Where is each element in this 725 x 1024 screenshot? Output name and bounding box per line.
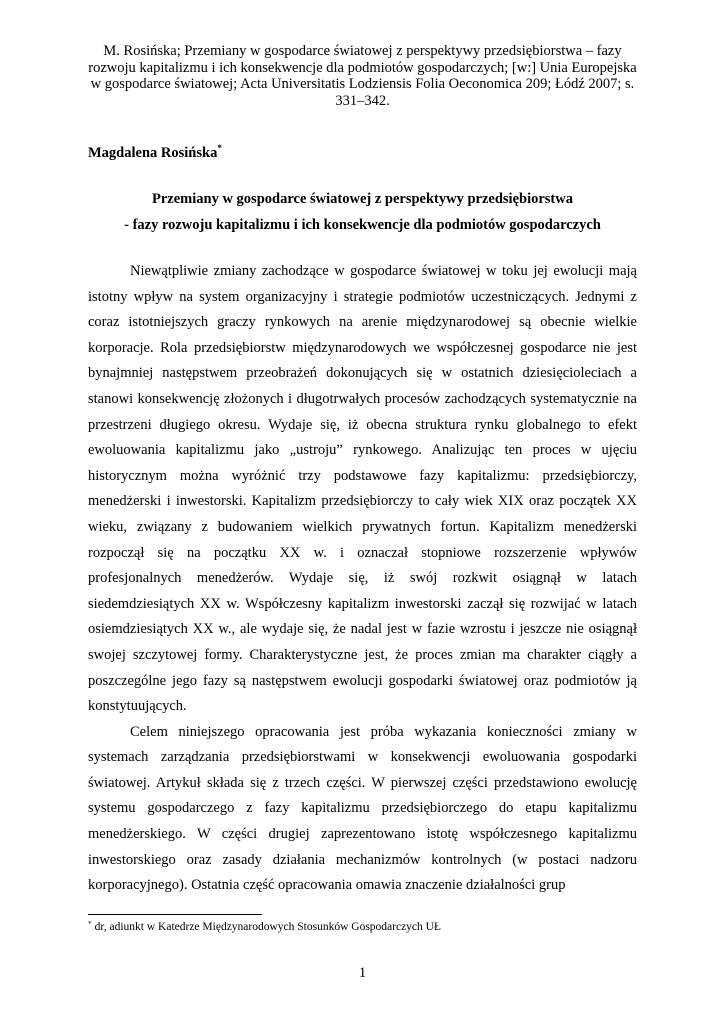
author-name-text: Magdalena Rosińska	[88, 145, 218, 161]
author-footnote-mark: *	[217, 143, 222, 153]
footnote-mark: *	[88, 919, 92, 928]
article-title	[88, 186, 637, 238]
citation-header: M. Rosińska; Przemiany w gospodarce światowej z perspektywy przedsiębiorstwa – fazy rozwoju kapitalizmu i ich konsekwencje dla podmiotów gospodarczych; [w:] Unia Europejska w gospodarce światowej; Acta Universitatis Lodziensis Folia Oeconomica 209; Łódź 2007; s. 331–342.	[88, 43, 637, 109]
footnote-divider	[88, 914, 262, 915]
body-text	[88, 259, 637, 899]
footnote-text: dr, adiunkt w Katedrze Międzynarodowych Stosunków Gospodarczych UŁ	[91, 921, 441, 933]
title-line-1: Przemiany w gospodarce światowej z perspektywy przedsiębiorstwa	[152, 191, 573, 207]
author-name	[88, 145, 222, 162]
page-number: 1	[358, 965, 367, 981]
paragraph: Niewątpliwie zmiany zachodzące w gospodarce światowej w toku jej ewolucji mają istotny wpływ na system organizacyjny i strategie podmiotów uczestniczących. Jednymi z coraz istotniejszych graczy rynkowych na arenie międzynarodowej są obecnie wielkie korporacje. Rola przedsiębiorstw międzynarodowych we współczesnej gospodarce nie jest bynajmniej następstwem przeobrażeń dokonujących się w ostatnich dziesięcioleciach a stanowi konsekwencję złożonych i długotrwałych procesów zachodzących systematycznie na przestrzeni długiego okresu. Wydaje się, iż obecna struktura rynku globalnego to efekt ewoluowania kapitalizmu jako „ustroju” rynkowego. Analizując ten proces w ujęciu historycznym można wyróżnić trzy podstawowe fazy kapitalizmu: przedsiębiorczy, menedżerski i inwestorski. Kapitalizm przedsiębiorczy to cały wiek XIX oraz początek XX wieku, związany z budowaniem wielkich prywatnych fortun. Kapitalizm menedżerski rozpoczął się na początku XX w. i oznaczał stopniowe rozszerzenie wpływów profesjonalnych menedżerów. Wydaje się, iż swój rozkwit osiągnął w latach siedemdziesiątych XX w. Współczesny kapitalizm inwestorski zaczął się rozwijać w latach osiemdziesiątych XX w., ale wydaje się, że nadal jest w fazie wzrostu i jeszcze nie osiągnął swojej szczytowej formy. Charakterystyczne jest, że proces zmian ma charakter ciągły a poszczególne jego fazy są następstwem ewolucji gospodarki światowej oraz podmiotów ją konstytuujących.	[88, 263, 637, 715]
paragraph: Celem niniejszego opracowania jest próba wykazania konieczności zmiany w systemach zarządzania przedsiębiorstwami w konsekwencji ewoluowania gospodarki światowej. Artykuł składa się z trzech części. W pierwszej części przedstawiono ewolucję systemu gospodarczego z fazy kapitalizmu przedsiębiorczego do etapu kapitalizmu menedżerskiego. W części drugiej zaprezentowano istotę współczesnego kapitalizmu inwestorskiego oraz zasady działania mechanizmów kontrolnych (w postaci nadzoru korporacyjnego). Ostatnia część opracowania omawia znaczenie działalności grup	[88, 723, 637, 894]
footnote	[88, 921, 441, 933]
title-line-2: - fazy rozwoju kapitalizmu i ich konsekwencje dla podmiotów gospodarczych	[124, 217, 601, 233]
